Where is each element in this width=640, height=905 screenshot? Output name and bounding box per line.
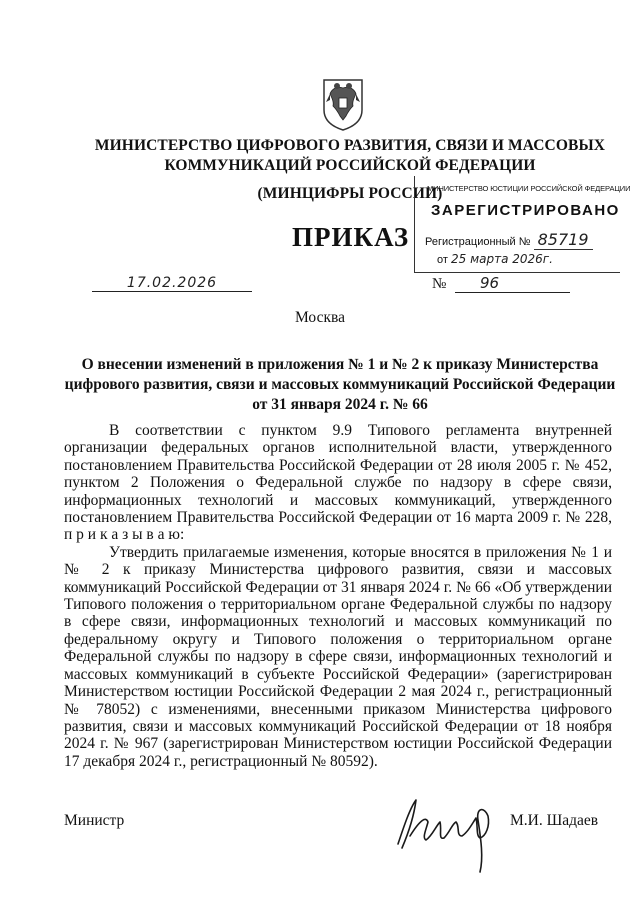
signatory-position: Министр [64,812,125,829]
stamp-reg-line [425,230,593,249]
signatory-name: М.И. Шадаев [510,812,599,829]
document-body [64,422,612,770]
stamp-reg-label: Регистрационный № [425,236,531,248]
document-number: 96 [455,274,570,293]
number-label: № [432,276,447,292]
registration-stamp [414,176,631,273]
stamp-ministry: МИНИСТЕРСТВО ЮСТИЦИИ РОССИЙСКОЙ ФЕДЕРАЦИИ [427,184,631,193]
body-paragraph-1: В соответствии с пунктом 9.9 Типового регламента внутренней организации федеральных органов исполнительной власти, утвержденного постановлением Правительства Российской Федерации от 28 июля 2005 г. № 452, пунктом 2 Положения о Федеральной службе по надзору в сфере связи, информационных технологий и массовых коммуникаций, утвержденного постановлением Правительства Российской Федерации от 16 марта 2009 г. № 228, п р и к а з ы в а ю: [64,422,612,544]
stamp-date-value: 25 марта 2026г. [450,252,553,266]
city: Москва [295,309,345,326]
stamp-status: ЗАРЕГИСТРИРОВАНО [431,202,620,219]
handwritten-signature [380,786,510,876]
stamp-reg-number: 85719 [534,230,593,250]
coat-of-arms-emblem [318,76,368,132]
org-name-line1: МИНИСТЕРСТВО ЦИФРОВОГО РАЗВИТИЯ, СВЯЗИ И МАССОВЫХ [94,137,606,154]
document-type-title: ПРИКАЗ [292,222,410,252]
stamp-date-line [437,252,553,266]
stamp-date-prefix: от [437,254,448,266]
org-name-line2: КОММУНИКАЦИЙ РОССИЙСКОЙ ФЕДЕРАЦИИ [164,157,536,174]
document-date: 17.02.2026 [92,275,252,292]
document-title: О внесении изменений в приложения № 1 и № 2 к приказу Министерства цифрового развития, связи и массовых коммуникаций Российской Федерации от 31 января 2024 г. № 66 [64,356,616,413]
org-short-name: (МИНЦИФРЫ РОССИИ) [257,185,443,202]
body-paragraph-2: Утвердить прилагаемые изменения, которые вносятся в приложения № 1 и № 2 к приказу Министерства цифрового развития, связи и массовых коммуникаций Российской Федерации от 31 января 2024 г. № 66 «Об утверждении Типового положения о территориальном органе Федеральной службы по надзору в сфере связи, информационных технологий и массовых коммуникаций по федеральному округу и Типового положения о территориальном органе Федеральной службы по надзору в сфере связи, информационных технологий и массовых коммуникаций в субъекте Российской Федерации» (зарегистрирован Министерством юстиции Российской Федерации 2 мая 2024 г., регистрационный № 78052) с изменениями, внесенными приказом Министерства цифрового развития, связи и массовых коммуникаций Российской Федерации от 18 ноября 2024 г. № 967 (зарегистрирован Министерством юстиции Российской Федерации 17 декабря 2024 г., регистрационный № 80592). [64,543,612,770]
